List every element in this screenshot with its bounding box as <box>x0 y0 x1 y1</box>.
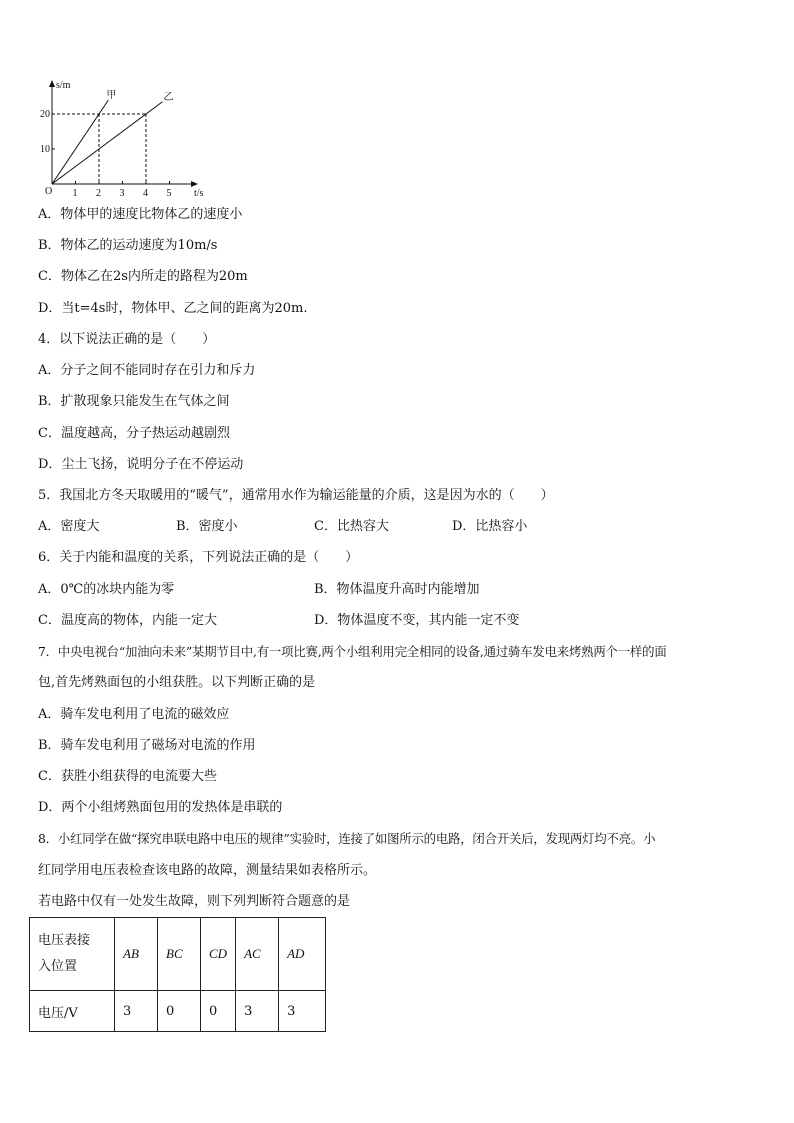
x-tick-label: 5 <box>166 188 172 198</box>
x-tick-label: 1 <box>72 188 78 198</box>
series-jia-line <box>52 100 108 184</box>
q5-option-b: B．密度小 <box>176 519 238 534</box>
q3-option-b: B．物体乙的运动速度为10m/s <box>38 238 218 253</box>
value-ab: 3 <box>115 991 158 1032</box>
q8-stem-line3: 若电路中仅有一处发生故障，则下列判断符合题意的是 <box>38 894 351 909</box>
q4-option-c: C．温度越高，分子热运动越剧烈 <box>38 426 230 441</box>
position-bc: BC <box>158 918 201 991</box>
q6-option-a: A．0℃的冰块内能为零 <box>38 582 175 597</box>
table-header-label <box>30 918 115 991</box>
y-axis-arrow <box>49 80 55 87</box>
series-lines <box>52 89 173 184</box>
q4-option-d: D．尘土飞扬，说明分子在不停运动 <box>38 457 244 472</box>
y-axis-label: s/m <box>56 80 71 91</box>
value-ad: 3 <box>279 991 326 1032</box>
q4-option-b: B．扩散现象只能发生在气体之间 <box>38 394 230 409</box>
q3-option-d: D．当t=4s时，物体甲、乙之间的距离为20m. <box>38 301 308 316</box>
value-ac: 3 <box>236 991 279 1032</box>
q5-option-a: A．密度大 <box>38 519 100 534</box>
series-yi-label: 乙 <box>163 91 174 103</box>
value-cd: 0 <box>201 991 236 1032</box>
q8-stem-line2: 红同学用电压表检查该电路的故障，测量结果如表格所示。 <box>38 863 377 878</box>
position-ac: AC <box>236 918 279 991</box>
y-tick-label: 20 <box>40 109 50 120</box>
q7-option-c: C．获胜小组获得的电流要大些 <box>38 769 217 784</box>
header-label-line2: 入位置 <box>38 959 78 974</box>
x-axis-label: t/s <box>194 188 204 198</box>
q7-stem-line1: 7．中央电视台“加油向未来”某期节目中,有一项比赛,两个小组利用完全相同的设备,通过骑车发电来烤熟两个一样的面 <box>38 644 667 659</box>
x-tick-label: 3 <box>119 188 125 198</box>
series-jia-label: 甲 <box>106 90 117 101</box>
q7-option-d: D．两个小组烤熟面包用的发热体是串联的 <box>38 800 283 815</box>
q6-stem: 6．关于内能和温度的关系，下列说法正确的是（ ） <box>38 550 359 565</box>
q3-option-a: A．物体甲的速度比物体乙的速度小 <box>38 207 243 222</box>
value-bc: 0 <box>158 991 201 1032</box>
header-label-line1: 电压表接 <box>38 933 91 948</box>
x-tick-label: 4 <box>143 188 148 198</box>
q5-option-c: C．比热容大 <box>314 519 389 534</box>
y-tick-label: 10 <box>40 144 50 155</box>
y-ticks <box>40 109 55 155</box>
q6-option-b: B．物体温度升高时内能增加 <box>314 582 480 597</box>
q5-stem: 5．我国北方冬天取暖用的“暖气”，通常用水作为输运能量的介质，这是因为水的（ ） <box>38 488 554 503</box>
q4-stem: 4．以下说法正确的是（ ） <box>38 332 216 347</box>
q7-option-b: B．骑车发电利用了磁场对电流的作用 <box>38 738 256 753</box>
q7-option-a: A．骑车发电利用了电流的磁效应 <box>38 707 230 722</box>
q5-option-d: D．比热容小 <box>452 519 528 534</box>
voltage-table <box>29 917 326 1032</box>
position-cd: CD <box>201 918 236 991</box>
q3-option-c: C．物体乙在2s内所走的路程为20m <box>38 269 248 284</box>
table-header-row <box>30 918 326 991</box>
q6-option-c: C．温度高的物体，内能一定大 <box>38 613 217 628</box>
position-ad: AD <box>279 918 326 991</box>
distance-time-graph <box>36 76 212 198</box>
q4-option-a: A．分子之间不能同时存在引力和斥力 <box>38 363 256 378</box>
q6-option-d: D．物体温度不变，其内能一定不变 <box>314 613 520 628</box>
x-axis-arrow <box>191 181 198 187</box>
q7-stem-line2: 包,首先烤熟面包的小组获胜。以下判断正确的是 <box>38 675 316 690</box>
origin-label: O <box>45 186 53 197</box>
x-tick-label: 2 <box>96 188 101 198</box>
row-label: 电压/V <box>30 991 115 1032</box>
position-ab: AB <box>115 918 158 991</box>
graph-svg <box>36 76 212 198</box>
q8-stem-line1: 8．小红同学在做“探究串联电路中电压的规律”实验时，连接了如图所示的电路，闭合开关后，发现两灯均不亮。小 <box>38 831 656 846</box>
table-value-row <box>30 991 326 1032</box>
